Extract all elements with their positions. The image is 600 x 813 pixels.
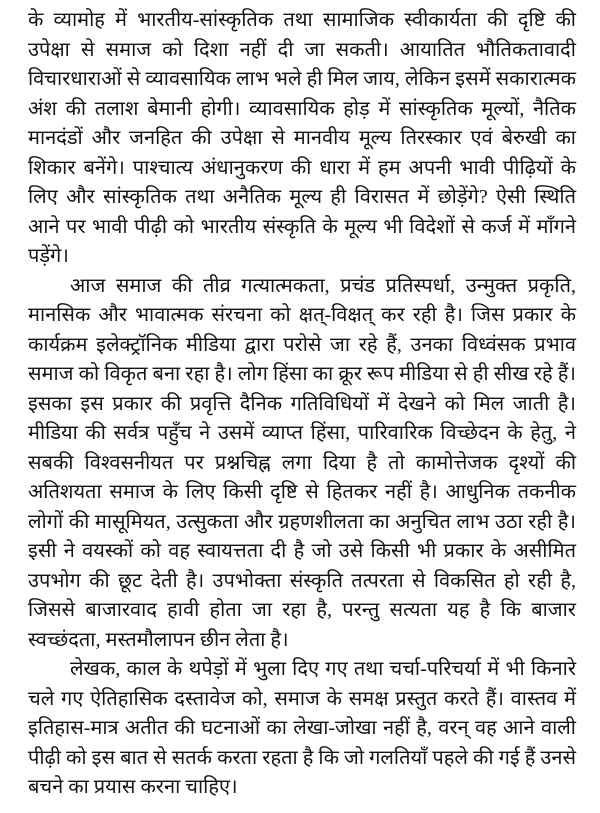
paragraph: आज समाज की तीव्र गत्यात्मकता, प्रचंड प्रतिस्पर्धा, उन्मुक्त प्रकृति, मानसिक और भावात्मक संरचना को क्षत्-विक्षत् कर रही है। जिस प्रकार के कार्यक्रम इलेक्ट्रॉनिक मीडिया द्वारा परोसे जा रहे हैं, उनका विध्वंसक प्रभाव समाज को विकृत बना रहा है। लोग हिंसा का क्रूर रूप मीडिया से ही सीख रहे हैं। इसका इस प्रकार की प्रवृत्ति दैनिक गतिविधियों में देखने को मिल जाती है। मीडिया की सर्वत्र पहुँच ने उसमें व्याप्त हिंसा, पारिवारिक विच्छेदन के हेतु, ने सबकी विश्वसनीयत पर प्रश्नचिह्न लगा दिया है तो कामोत्तेजक दृश्यों की अतिशयता समाज के लिए किसी दृष्टि से हितकर नहीं है। आधुनिक तकनीक लोगों की मासूमियत, उत्सुकता और ग्रहणशीलता का अनुचित लाभ उठा रही है। इसी ने वयस्कों को वह स्वायत्तता दी है जो उसे किसी भी प्रकार के असीमित उपभोग की छूट देती है। उपभोक्ता संस्कृति तत्परता से विकसित हो रही है, जिससे बाजारवाद हावी होता जा रहा है, परन्तु सत्यता यह है कि बाजार स्वच्छंदता, मस्तमौलापन छीन लेता है। <box>28 274 576 651</box>
paragraph-continued: के व्यामोह में भारतीय-सांस्कृतिक तथा सामाजिक स्वीकार्यता की दृष्टि की उपेक्षा से समाज को दिशा नहीं दी जा सकती। आयातित भौतिकतावादी विचारधाराओं से व्यावसायिक लाभ भले ही मिल जाय, लेकिन इसमें सकारात्मक अंश की तलाश बेमानी होगी। व्यावसायिक होड़ में सांस्कृतिक मूल्यों, नैतिक मानदंडों और जनहित की उपेक्षा से मानवीय मूल्य तिरस्कार एवं बेरुखी का शिकार बनेंगे। पाश्चात्य अंधानुकरण की धारा में हम अपनी भावी पीढ़ियों के लिए और सांस्कृतिक तथा अनैतिक मूल्य ही विरासत में छोड़ेंगे? ऐसी स्थिति आने पर भावी पीढ़ी को भारतीय संस्कृति के मूल्य भी विदेशों से कर्ज में माँगने पड़ेंगे। <box>28 9 576 267</box>
paragraph: लेखक, काल के थपेड़ों में भुला दिए गए तथा चर्चा-परिचर्या में भी किनारे चले गए ऐतिहासिक दस्तावेज को, समाज के समक्ष प्रस्तुत करते हैं। वास्तव में इतिहास-मात्र अतीत की घटनाओं का लेखा-जोखा नहीं है, वरन् वह आने वाली पीढ़ी को इस बात से सतर्क करता रहता है कि जो गलतियाँ पहले की गई हैं उनसे बचने का प्रयास करना चाहिए। <box>28 658 576 798</box>
